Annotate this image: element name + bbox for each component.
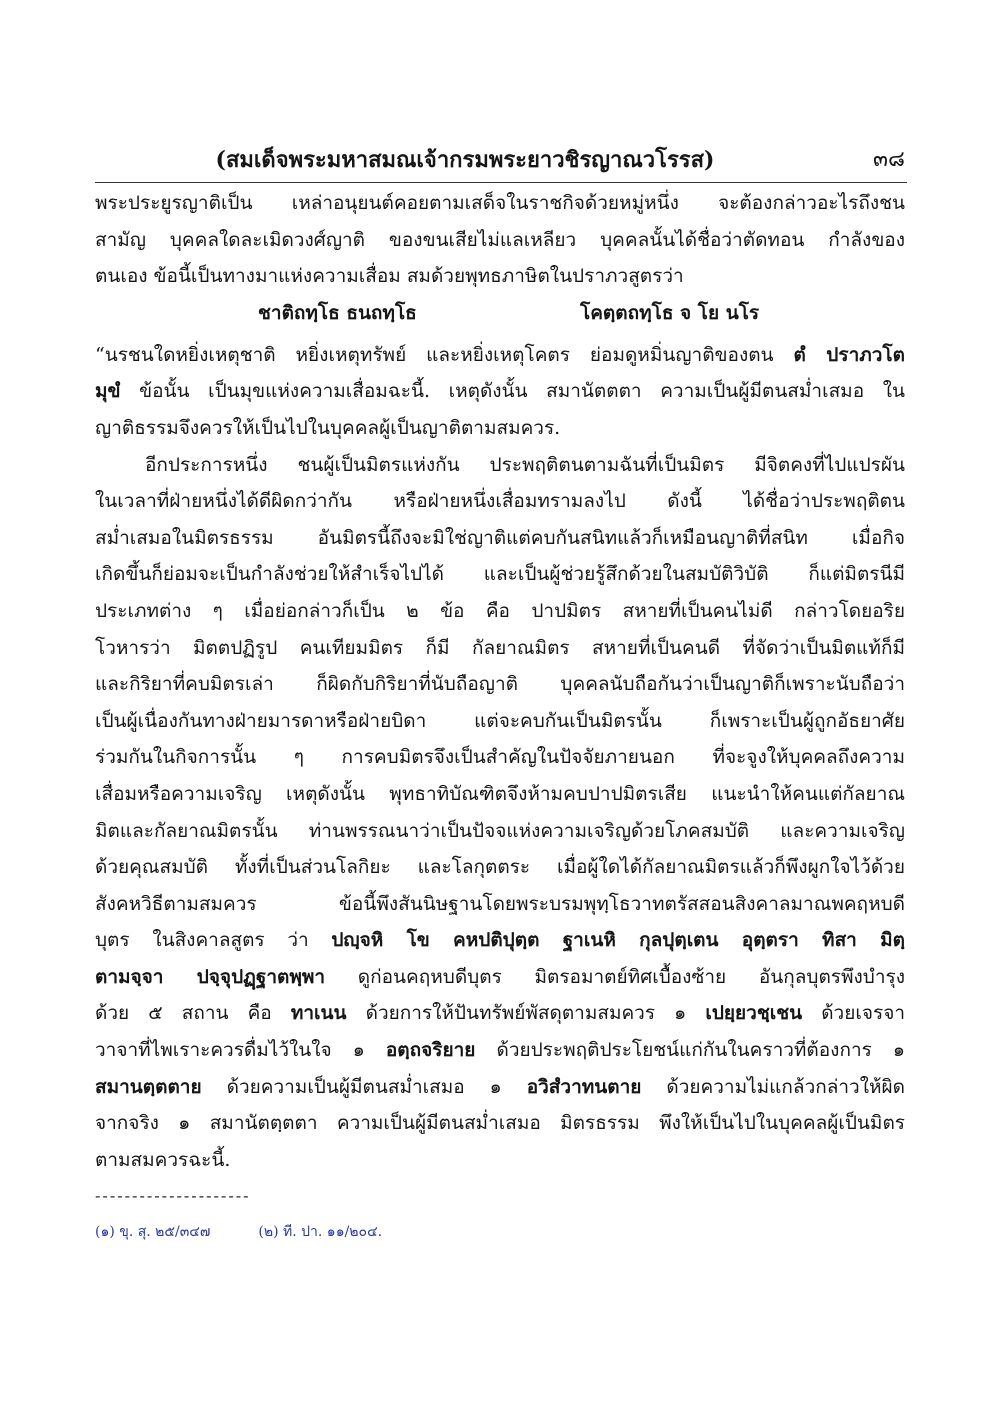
line-text: ด้วยประพฤติประโยชน์แก่กันในคราวที่ต้องการ ๑ — [475, 1039, 905, 1062]
body-line: สังคหวิธีตามสมควร ข้อนี้พึงสันนิษฐานโดยพระบรมพุทฺโธวาทตรัสสอนสิงคาลมาณพคฤหบดี — [95, 892, 905, 915]
line-text: ด้วยความเป็นผู้มีตนสม่ำเสมอ ๑ — [201, 1075, 527, 1098]
body-line: โวหารว่า มิตตปฏิรูป คนเทียมมิตร ก็มี กัลยาณมิตร สหายที่เป็นคนดี ที่จัดว่าเป็นมิตแท้ก็มี — [95, 636, 905, 659]
body-line: และกิริยาที่คบมิตรเล่า ก็ผิดกับกิริยาที่นับถือญาติ บุคคลนับถือกันว่าเป็นญาติก็เพราะนับถือว่า — [95, 673, 905, 696]
body-line: เกิดขึ้นก็ย่อมจะเป็นกำลังช่วยให้สำเร็จไปได้ และเป็นผู้ช่วยรู้สึกด้วยในสมบัติวิบัติ ก็แต่มิตรนีมี — [95, 563, 905, 586]
line-text: ด้วยเจรจา — [802, 1002, 905, 1025]
line-text: วาจาที่ไพเราะควรดื่มไว้ในใจ ๑ — [95, 1039, 386, 1062]
line-text: ด้วยการให้ปันทรัพย์พัสดุตามสมควร ๑ — [346, 1002, 706, 1025]
footnotes — [95, 1214, 905, 1250]
pali-term: ตามจฺจา ปจฺจุปฏฺฐาตพฺพา — [95, 965, 326, 988]
body-line: จากจริง ๑ สมานัตตฺตตา ความเป็นผู้มีตนสม่ำเสมอ มิตรธรรม พึงให้เป็นไปในบุคคลผู้เป็นมิตร — [95, 1112, 905, 1135]
body-line: ตนเอง ข้อนี้เป็นทางมาแห่งความเสื่อม สมด้วยพุทธภาษิตในปราภวสูตรว่า — [95, 265, 684, 288]
body-line — [95, 922, 905, 959]
body-line: มิตและกัลยาณมิตรนั้น ท่านพรรณนาว่าเป็นปัจจแห่งความเจริญด้วยโภคสมบัติ และความเจริญ — [95, 819, 905, 842]
body-line — [95, 1069, 905, 1106]
verse-second-half: โคตฺตถทฺโธ จ โย นโร — [580, 301, 760, 324]
pali-term: อตฺถจริยาย — [385, 1039, 476, 1062]
header-rule — [95, 182, 907, 183]
pali-verse — [95, 295, 905, 331]
body-line: พระประยูรญาติเป็น เหล่าอนุยนต์คอยตามเสด็จในราชกิจด้วยหมู่หนึ่ง จะต้องกล่าวอะไรถึงชน — [95, 192, 905, 214]
body-line: อีกประการหนึ่ง ชนผู้เป็นมิตรแห่งกัน ประพฤติตนตามฉันที่เป็นมิตร มีจิตคงที่ไปแปรผัน — [145, 453, 905, 476]
footnote-2: (๒) ที. ปา. ๑๑/๒๐๔. — [258, 1224, 383, 1241]
line-text: ด้วยความไม่แกล้วกล่าวให้ผิด — [641, 1075, 905, 1098]
line-text: ดูก่อนคฤหบดีบุตร มิตรอมาตย์ทิศเบื้องซ้าย อันกุลบุตรพึงบำรุง — [325, 965, 905, 988]
body-line: ด้วยคุณสมบัติ ทั้งที่เป็นส่วนโลกิยะ และโลกุตตระ เมื่อผู้ใดได้กัลยาณมิตรแล้วก็พึงผูกใจไว้ด้วย — [95, 856, 905, 879]
line-text: ด้วย ๕ สถาน คือ — [95, 1002, 291, 1025]
pali-term: มุขํ — [95, 380, 121, 403]
body-line: ร่วมกันในกิจการนั้น ๆ การคบมิตรจึงเป็นสำคัญในปัจจัยภายนอก ที่จะจูงให้บุคคลถึงความ — [95, 746, 905, 769]
line-text: บุตร ในสิงคาลสูตร ว่า — [95, 929, 332, 952]
footnote-1: (๑) ขุ. สุ. ๒๕/๓๔๗ — [95, 1224, 211, 1241]
pali-term: ตํ ปราภวโต — [793, 343, 905, 366]
body-line — [95, 337, 905, 374]
pali-term: เปยฺยวชฺเชน — [705, 1002, 803, 1025]
body-line: เสื่อมหรือความเจริญ เหตุดังนั้น พุทธาทิบัณฑิตจึงห้ามคบปาปมิตรเสีย แนะนำให้คนแต่กัลยาณ — [95, 782, 905, 805]
line-text: ข้อนั้น เป็นมุขแห่งความเสื่อมฉะนี้. เหตุดังนั้น สมานัตตตา ความเป็นผู้มีตนสม่ำเสมอ ใน — [120, 380, 905, 403]
body-line — [95, 995, 905, 1032]
verse-first-half: ชาติถทฺโธ ธนถทฺโธ — [258, 301, 417, 324]
body-line: ประเภทต่าง ๆ เมื่อย่อกล่าวก็เป็น ๒ ข้อ คือ ปาปมิตร สหายที่เป็นคนไม่ดี กล่าวโดยอริย — [95, 599, 905, 622]
body-line: เป็นผู้เนื่องกันทางฝ่ายมารดาหรือฝ่ายบิดา แต่จะคบกันเป็นมิตรนั้น ก็เพราะเป็นผู้ถูกอัธยาศัย — [95, 709, 905, 732]
pali-term: ทาเนน — [290, 1002, 347, 1025]
body-line: สามัญ บุคคลใดละเมิดวงศ์ญาติ ของขนเสียไม่แลเหลียว บุคคลนั้นได้ชื่อว่าตัดทอน กำลังของ — [95, 228, 905, 251]
pali-term: อวิสํวาทนตาย — [526, 1075, 642, 1098]
body-line: สม่ำเสมอในมิตรธรรม อันมิตรนี้ถึงจะมิใช่ญาติแต่คบกันสนิทแล้วก็เหมือนญาติที่สนิท เมื่อกิจ — [95, 526, 905, 549]
body-line: ญาติธรรมจึงควรให้เป็นไปในบุคคลผู้เป็นญาติตามสมควร. — [95, 416, 561, 439]
pali-term: ปญฺจหิ โข คหปติปุตฺต ฐาเนหิ กุลปุตฺเตน อุตฺตรา ทิสา มิตฺ — [331, 929, 905, 952]
body-line — [95, 1032, 905, 1069]
running-header-title: (สมเด็จพระมหาสมณเจ้ากรมพระยาวชิรญาณวโรรส) — [215, 147, 715, 173]
body-line — [95, 373, 905, 410]
page-number: ๓๘ — [872, 147, 905, 172]
pali-term: สมานตฺตตาย — [95, 1075, 202, 1098]
footnote-separator: --------------------- — [95, 1186, 251, 1206]
line-text: “นรชนใดหยิ่งเหตุชาติ หยิ่งเหตุทรัพย์ และหยิ่งเหตุโคตร ย่อมดูหมิ่นญาติของตน — [95, 343, 794, 366]
body-text — [95, 185, 905, 1250]
body-line — [95, 959, 905, 996]
body-line: ในเวลาที่ฝ่ายหนึ่งได้ดีผิดกว่ากัน หรือฝ่ายหนึ่งเสื่อมทรามลงไป ดังนี้ ได้ชื่อว่าประพฤติตน — [95, 490, 905, 513]
body-line: ตามสมควรฉะนี้. — [95, 1148, 231, 1171]
